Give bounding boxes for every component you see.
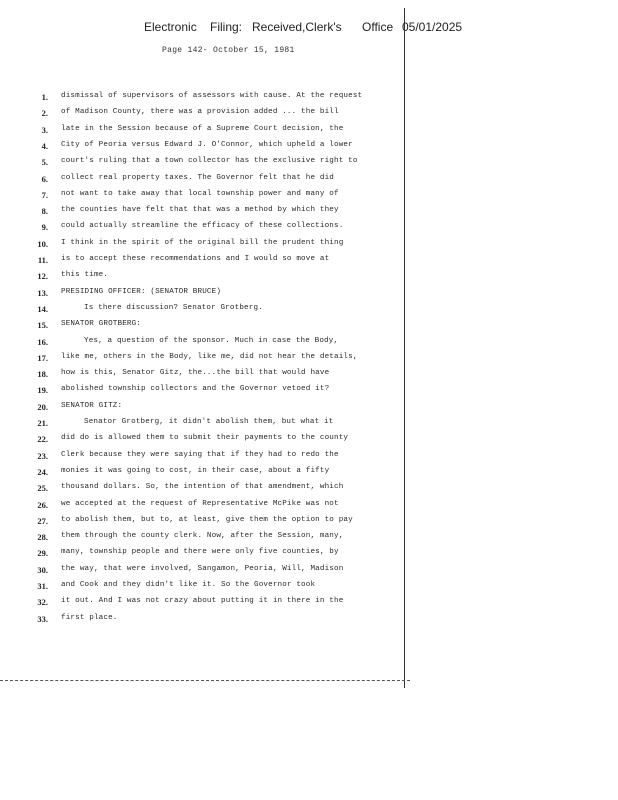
line-number: 15.: [37, 320, 48, 331]
line-number: 26.: [37, 499, 48, 510]
line-text: it out. And I was not crazy about putting it in there in the: [61, 597, 344, 606]
transcript-line: [0, 565, 400, 581]
line-text: of Madison County, there was a provision added ... the bill: [61, 108, 339, 117]
line-number: 23.: [37, 450, 48, 461]
line-text: to abolish them, but to, at least, give them the option to pay: [61, 515, 353, 524]
line-text: and Cook and they didn't like it. So the Governor took: [61, 581, 316, 589]
transcript-line: [0, 532, 400, 548]
line-number: 31.: [37, 581, 48, 591]
transcript-line: [0, 369, 400, 385]
line-text: how is this, Senator Gitz, the...the bill that would have: [61, 369, 330, 378]
transcript-line: [0, 597, 400, 613]
transcript-line: [0, 516, 400, 532]
transcript-line: [0, 271, 400, 287]
line-number: 4.: [41, 140, 48, 151]
line-number: 28.: [37, 532, 48, 543]
line-text: Is there discussion? Senator Grotberg.: [84, 303, 263, 312]
filing-stamp: [0, 20, 618, 38]
transcript-line: [0, 206, 400, 222]
transcript-line: [0, 451, 400, 467]
line-text: late in the Session because of a Supreme Court decision, the: [61, 124, 344, 133]
transcript-line: [0, 255, 400, 271]
transcript-line: [0, 385, 400, 401]
stamp-date: 05/01/2025: [402, 20, 463, 34]
bottom-rule: [0, 680, 410, 681]
line-number: 21.: [37, 418, 48, 428]
line-number: 18.: [37, 369, 48, 380]
line-number: 32.: [37, 597, 48, 608]
stamp-electronic: Electronic: [144, 20, 197, 34]
line-text: is to accept these recommendations and I would so move at: [61, 255, 330, 263]
stamp-office: Office: [362, 20, 394, 34]
line-text: the counties have felt that that was a method by which they: [61, 206, 339, 215]
transcript-line: [0, 418, 400, 434]
line-text: first place.: [61, 613, 118, 622]
stamp-filing: Filing:: [210, 20, 243, 34]
transcript-line: [0, 190, 400, 206]
line-number: 25.: [37, 483, 48, 494]
line-text: collect real property taxes. The Governor felt that he did: [61, 173, 335, 182]
line-text: SENATOR GROTBERG:: [61, 320, 142, 329]
line-number: 1.: [41, 92, 48, 102]
line-text: Clerk because they were saying that if they had to redo the: [61, 450, 339, 459]
line-text: Yes, a question of the sponsor. Much in case the Body,: [84, 336, 339, 345]
line-number: 29.: [37, 548, 48, 559]
line-text: the way, that were involved, Sangamon, Peoria, Will, Madison: [61, 564, 344, 573]
line-number: 19.: [37, 385, 48, 396]
transcript-line: [0, 548, 400, 564]
line-text: like me, others in the Body, like me, did not hear the details,: [61, 352, 358, 361]
line-number: 2.: [41, 108, 48, 119]
transcript-line: [0, 467, 400, 483]
line-number: 7.: [41, 189, 48, 200]
line-number: 30.: [37, 564, 48, 575]
line-text: Senator Grotberg, it didn't abolish them, but what it: [84, 418, 334, 426]
transcript-line: [0, 92, 400, 108]
transcript-line: [0, 320, 400, 336]
transcript-line: [0, 614, 400, 630]
line-number: 10.: [37, 238, 48, 249]
line-number: 3.: [41, 124, 48, 135]
line-number: 27.: [37, 515, 48, 526]
line-text: court's ruling that a town collector has the exclusive right to: [61, 157, 358, 166]
line-text: City of Peoria versus Edward J. O'Connor, which upheld a lower: [61, 140, 353, 149]
line-text: not want to take away that local township power and many of: [61, 189, 339, 198]
transcript-line: [0, 239, 400, 255]
line-number: 11.: [37, 255, 48, 265]
line-number: 5.: [41, 157, 48, 168]
transcript-line: [0, 434, 400, 450]
transcript-line: [0, 222, 400, 238]
line-number: 20.: [37, 401, 48, 412]
line-text: abolished township collectors and the Governor vetoed it?: [61, 385, 330, 394]
transcript-line: [0, 353, 400, 369]
transcript-line: [0, 483, 400, 499]
line-text: could actually streamline the efficacy of these collections.: [61, 222, 344, 231]
transcript-line: [0, 337, 400, 353]
line-text: PRESIDING OFFICER: (SENATOR BRUCE): [61, 287, 222, 296]
line-number: 33.: [37, 613, 48, 624]
line-text: SENATOR GITZ:: [61, 401, 123, 410]
transcript-line: [0, 141, 400, 157]
line-number: 6.: [41, 173, 48, 184]
transcript-line: [0, 125, 400, 141]
line-text: we accepted at the request of Representative McPike was not: [61, 499, 339, 508]
transcript-line: [0, 157, 400, 173]
transcript-line: [0, 402, 400, 418]
line-text: thousand dollars. So, the intention of that amendment, which: [61, 483, 344, 492]
line-number: 17.: [37, 352, 48, 363]
line-number: 9.: [41, 222, 48, 233]
line-text: did do is allowed them to submit their payments to the county: [61, 434, 349, 443]
line-number: 16.: [37, 336, 48, 347]
line-text: dismissal of supervisors of assessors with cause. At the request: [61, 92, 363, 100]
line-number: 12.: [37, 271, 48, 282]
line-text: I think in the spirit of the original bill the prudent thing: [61, 238, 344, 247]
line-text: them through the county clerk. Now, after the Session, many,: [61, 532, 344, 541]
transcript-line: [0, 304, 400, 320]
page-header: Page 142- October 15, 1981: [162, 46, 295, 55]
line-number: 24.: [37, 466, 48, 477]
line-number: 14.: [37, 303, 48, 314]
transcript-line: [0, 500, 400, 516]
transcript-line: [0, 174, 400, 190]
line-number: 13.: [37, 287, 48, 298]
stamp-received: Received,Clerk's: [252, 20, 342, 34]
transcript-line: [0, 288, 400, 304]
line-text: many, township people and there were only five counties, by: [61, 548, 339, 557]
line-number: 22.: [37, 434, 48, 445]
line-text: this time.: [61, 271, 109, 280]
line-number: 8.: [41, 206, 48, 217]
transcript-line: [0, 581, 400, 597]
right-margin-rule: [404, 8, 406, 688]
transcript-line: [0, 108, 400, 124]
line-text: monies it was going to cost, in their case, about a fifty: [61, 466, 330, 475]
